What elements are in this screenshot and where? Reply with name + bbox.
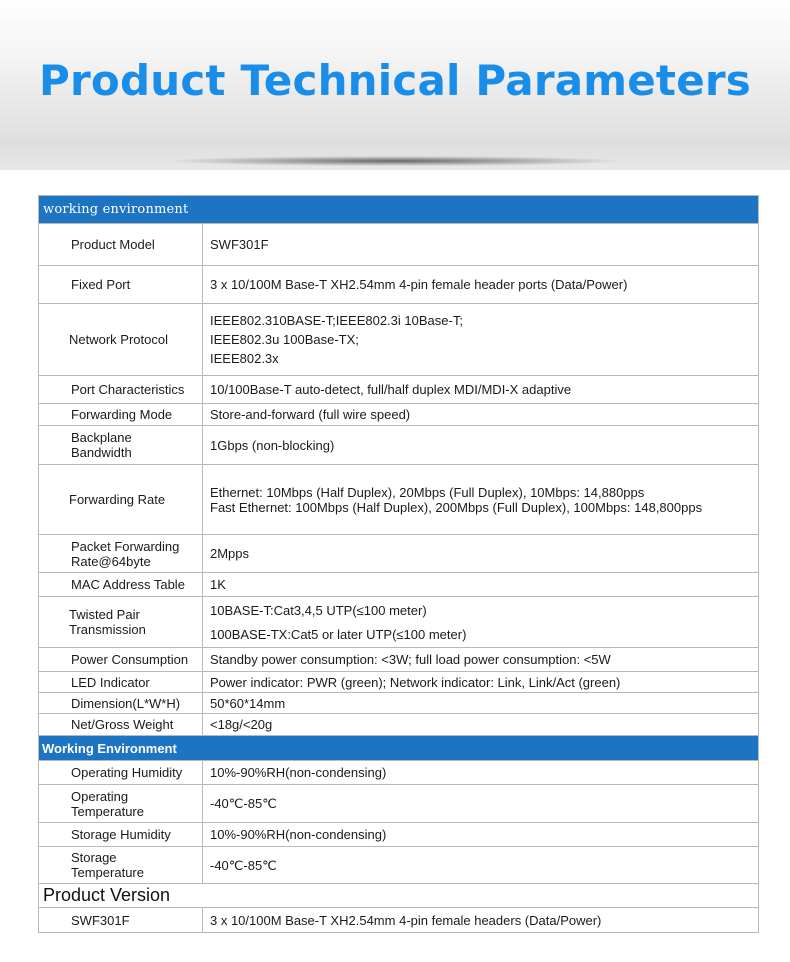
spec-label-line: Temperature (71, 803, 144, 819)
section-product-version: Product Version (39, 884, 759, 908)
spec-label (39, 597, 203, 648)
spec-label: Fixed Port (39, 266, 203, 304)
spec-row (39, 404, 759, 426)
spec-label-line: Bandwidth (71, 445, 132, 460)
spec-row (39, 465, 759, 535)
spec-value: 2Mpps (203, 535, 759, 573)
spec-row (39, 266, 759, 304)
spec-value: 10%-90%RH(non-condensing) (203, 823, 759, 847)
section-working-environment: working environment (39, 196, 759, 224)
spec-value-line: IEEE802.3x (210, 351, 279, 366)
spec-label (39, 785, 203, 823)
spec-value: Standby power consumption: <3W; full load power consumption: <5W (203, 648, 759, 672)
spec-label: LED Indicator (39, 672, 203, 693)
spec-row (39, 693, 759, 714)
spec-value: 3 x 10/100M Base-T XH2.54mm 4-pin female headers (Data/Power) (203, 908, 759, 933)
spec-value: 10%-90%RH(non-condensing) (203, 761, 759, 785)
page-title: Product Technical Parameters (39, 56, 751, 105)
spec-label (39, 535, 203, 573)
spec-label: Product Model (39, 224, 203, 266)
spec-label-line: Packet Forwarding (71, 538, 180, 554)
spec-value-line: IEEE802.3u 100Base-TX; (210, 332, 359, 347)
spec-row (39, 847, 759, 884)
spec-label-line: Operating (71, 788, 129, 804)
spec-row (39, 224, 759, 266)
spec-label (39, 847, 203, 884)
spec-row (39, 304, 759, 376)
spec-value: 1Gbps (non-blocking) (203, 426, 759, 465)
spec-label: Forwarding Mode (39, 404, 203, 426)
spec-row (39, 597, 759, 648)
spec-row (39, 426, 759, 465)
spec-label: Dimension(L*W*H) (39, 693, 203, 714)
spec-label-line: Transmission (69, 622, 146, 637)
spec-value-line: 10BASE-T:Cat3,4,5 UTP(≤100 meter) (210, 602, 427, 618)
spec-value (203, 465, 759, 535)
hero-shadow (170, 156, 620, 166)
spec-value-line: Fast Ethernet: 100Mbps (Half Duplex), 200Mbps (Full Duplex), 100Mbps: 148,800pps (210, 499, 703, 515)
spec-value: 10/100Base-T auto-detect, full/half duplex MDI/MDI-X adaptive (203, 376, 759, 404)
spec-value: -40℃-85℃ (203, 785, 759, 823)
spec-value: <18g/<20g (203, 714, 759, 736)
spec-value: 50*60*14mm (203, 693, 759, 714)
section-working-environment-2: Working Environment (39, 736, 759, 761)
spec-value: SWF301F (203, 224, 759, 266)
spec-value: 3 x 10/100M Base-T XH2.54mm 4-pin female header ports (Data/Power) (203, 266, 759, 304)
spec-label: SWF301F (39, 908, 203, 933)
spec-label-line: Temperature (71, 865, 144, 880)
section-header-row (39, 196, 759, 224)
spec-value-line: IEEE802.310BASE-T;IEEE802.3i 10Base-T; (210, 313, 463, 328)
spec-row (39, 785, 759, 823)
spec-label: Storage Humidity (39, 823, 203, 847)
spec-row (39, 648, 759, 672)
spec-value-line: Ethernet: 10Mbps (Half Duplex), 20Mbps (Full Duplex), 10Mbps: 14,880pps (210, 484, 645, 500)
spec-row (39, 573, 759, 597)
spec-label: Forwarding Rate (39, 465, 203, 535)
spec-value: -40℃-85℃ (203, 847, 759, 884)
spec-value (203, 304, 759, 376)
spec-label (39, 426, 203, 465)
section-header-row (39, 884, 759, 908)
spec-label: MAC Address Table (39, 573, 203, 597)
spec-label: Port Characteristics (39, 376, 203, 404)
spec-row (39, 823, 759, 847)
spec-row (39, 535, 759, 573)
spec-value-line: 100BASE-TX:Cat5 or later UTP(≤100 meter) (210, 626, 467, 642)
spec-label: Net/Gross Weight (39, 714, 203, 736)
spec-label-line: Storage (71, 850, 117, 865)
spec-value: Power indicator: PWR (green); Network indicator: Link, Link/Act (green) (203, 672, 759, 693)
spec-label: Power Consumption (39, 648, 203, 672)
spec-value: Store-and-forward (full wire speed) (203, 404, 759, 426)
spec-row (39, 672, 759, 693)
spec-table (38, 195, 759, 933)
spec-label: Network Protocol (39, 304, 203, 376)
spec-row (39, 908, 759, 933)
spec-label-line: Twisted Pair (69, 607, 140, 622)
spec-label: Operating Humidity (39, 761, 203, 785)
spec-value: 1K (203, 573, 759, 597)
spec-row (39, 376, 759, 404)
spec-label-line: Backplane (71, 430, 132, 445)
spec-row (39, 714, 759, 736)
spec-value (203, 597, 759, 648)
spec-row (39, 761, 759, 785)
spec-label-line: Rate@64byte (71, 553, 151, 569)
section-header-row (39, 736, 759, 761)
